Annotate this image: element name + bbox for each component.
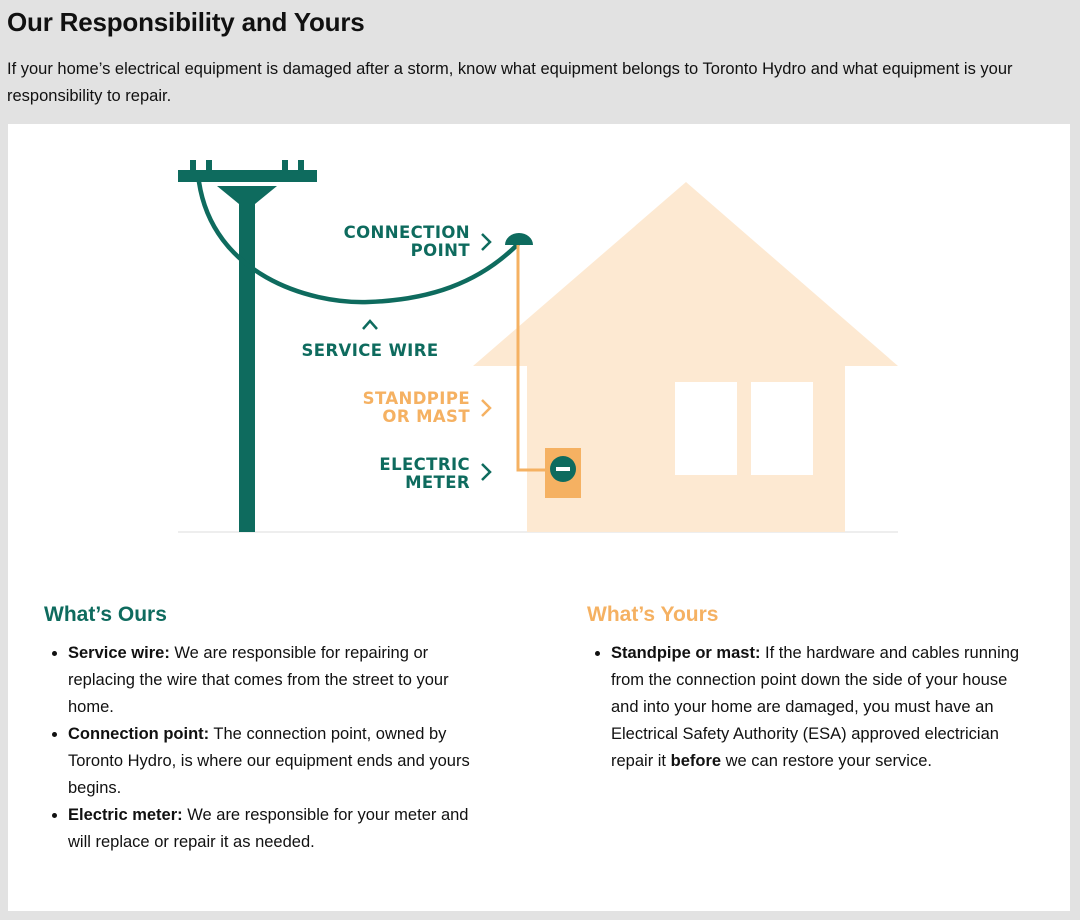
label-service-wire: SERVICE WIRE [301,341,439,360]
whats-yours-section [587,602,1037,775]
chevron-right-icon [482,234,490,250]
responsibility-diagram [8,124,1070,564]
content-panel [8,124,1070,911]
label-standpipe-line1: STANDPIPE [362,389,470,408]
chevron-right-icon [482,400,490,416]
item-title: Standpipe or mast: [611,644,761,662]
label-connection-point-line2: POINT [410,241,470,260]
item-title: Electric meter: [68,806,183,824]
whats-yours-list [587,640,1037,775]
whats-ours-list [44,640,494,856]
item-emphasis: before [670,752,722,770]
item-text: we can restore your service. [721,752,932,770]
chevron-right-icon [482,464,490,480]
item-title: Connection point: [68,725,210,743]
whats-yours-heading: What’s Yours [587,603,719,626]
electric-meter [545,448,581,498]
item-text: If the hardware and cables running from the connection point down the side of your house and into your home are damaged, you must have an Electrical Safety Authority (ESA) approved electrician repair it [611,644,1020,770]
connection-point-cap [505,233,533,245]
utility-pole [178,160,317,532]
chevron-up-icon [363,321,377,329]
label-connection-point-line1: CONNECTION [343,223,470,242]
intro-text: If your home’s electrical equipment is damaged after a storm, know what equipment belongs to Toronto Hydro and what equipment is your responsibility to repair. [7,60,1013,105]
item-text: We are responsible for repairing or replacing the wire that comes from the street to your home. [68,644,449,716]
whats-ours-heading: What’s Ours [44,603,167,626]
page-title: Our Responsibility and Yours [7,7,365,37]
list-item [68,721,494,802]
label-meter-line1: ELECTRIC [379,455,470,474]
item-title: Service wire: [68,644,170,662]
item-text: The connection point, owned by Toronto Hydro, is where our equipment ends and yours begins. [68,725,470,797]
list-item [68,802,494,856]
label-meter-line2: METER [405,473,470,492]
whats-ours-section [44,602,494,856]
item-text: We are responsible for your meter and will replace or repair it as needed. [68,806,469,851]
list-item [68,640,494,721]
label-standpipe-line2: OR MAST [382,407,470,426]
list-item [611,640,1037,775]
house-illustration [473,182,898,532]
